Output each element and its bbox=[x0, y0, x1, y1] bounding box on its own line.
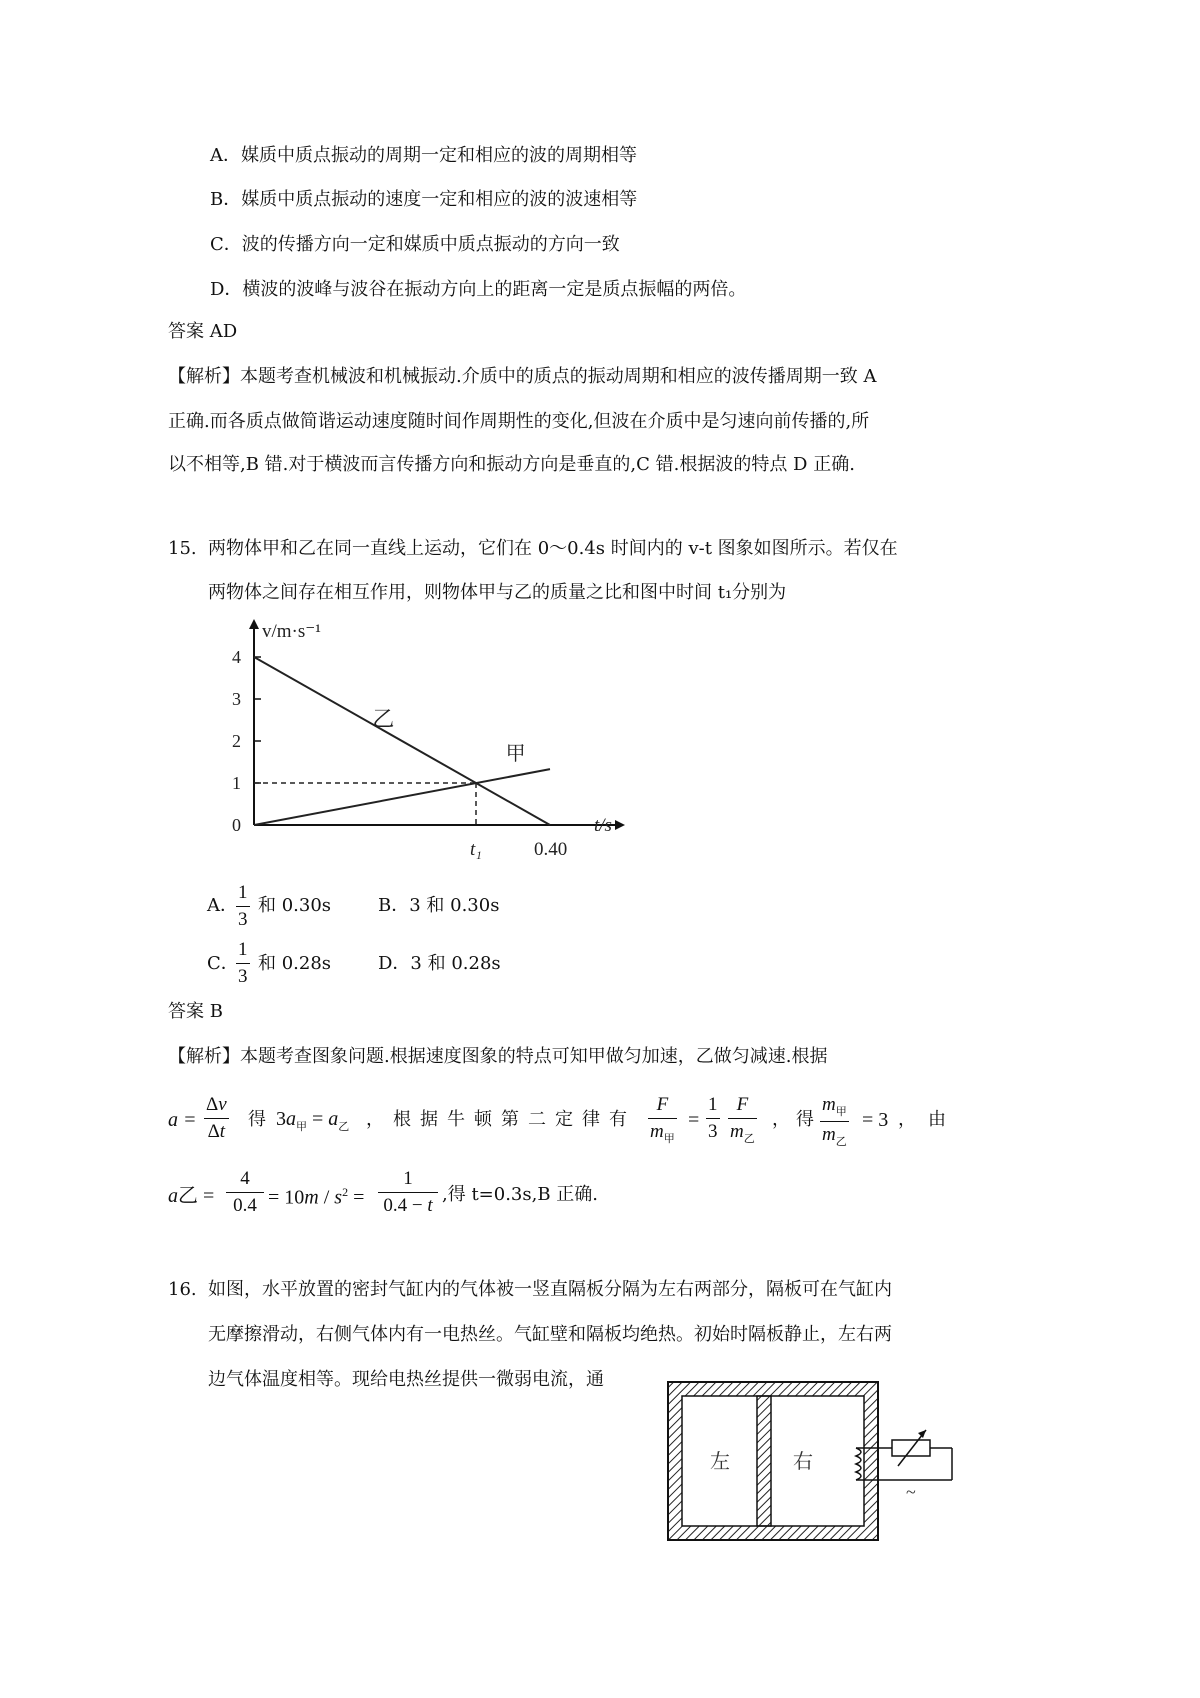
x-axis-arrow bbox=[615, 820, 625, 830]
q16-stem-line: 无摩擦滑动，右侧气体内有一电热丝。气缸壁和隔板均绝热。初始时隔板静止，左右两 bbox=[208, 1324, 892, 1345]
q15-option-a-fraction: 1 3 bbox=[238, 882, 248, 930]
y-tick-label: 2 bbox=[232, 731, 241, 751]
formula-one-third: 1 3 bbox=[708, 1094, 718, 1142]
q16-stem-line: 边气体温度相等。现给电热丝提供一微弱电流，通 bbox=[208, 1369, 604, 1390]
q14-option-a: A．媒质中质点振动的周期一定和相应的波的周期相等 bbox=[210, 145, 637, 166]
y-tick-label: 3 bbox=[232, 689, 241, 709]
formula-a: a = bbox=[168, 1109, 197, 1131]
series-yi-label: 乙 bbox=[372, 706, 395, 732]
analysis-text: ,得 t=0.3s,B 正确. bbox=[442, 1184, 599, 1205]
x-tick-label: 0.40 bbox=[534, 839, 568, 860]
q14-option-c: C．波的传播方向一定和媒质中质点振动的方向一致 bbox=[210, 234, 620, 255]
y-tick-label: 1 bbox=[232, 773, 241, 793]
partition bbox=[757, 1396, 771, 1526]
formula-f-m-yi: F $m_乙$ bbox=[730, 1094, 755, 1145]
q14-answer: 答案 AD bbox=[168, 321, 238, 342]
q15-option-c-fraction: 1 3 bbox=[238, 939, 248, 987]
q15-option-b: B．3 和 0.30s bbox=[378, 895, 500, 916]
q15-option-c-text: 和 0.28s bbox=[258, 953, 332, 974]
formula-1-over-04-t: 1 0.4 − t bbox=[378, 1168, 438, 1217]
x-axis-label: t/s bbox=[594, 815, 612, 836]
q15-stem-line: 两物体之间存在相互作用，则物体甲与乙的质量之比和图中时间 t₁分别为 bbox=[208, 582, 787, 603]
q15-option-d: D．3 和 0.28s bbox=[378, 953, 501, 974]
formula-a-yi: a乙 = bbox=[168, 1185, 215, 1207]
q15-analysis-line: 【解析】本题考查图象问题.根据速度图象的特点可知甲做匀加速，乙做匀减速.根据 bbox=[168, 1046, 828, 1067]
analysis-text: ，根据牛顿第二定律有 bbox=[366, 1109, 636, 1130]
right-chamber-label: 右 bbox=[793, 1451, 813, 1473]
formula-mass-ratio: $m_甲$ $m_乙$ bbox=[822, 1094, 847, 1148]
left-chamber-label: 左 bbox=[710, 1451, 730, 1473]
q15-option-a-label: A． bbox=[207, 895, 238, 916]
variable-resistor bbox=[892, 1440, 930, 1456]
q15-answer: 答案 B bbox=[168, 1001, 223, 1022]
q14-option-d: D．横波的波峰与波谷在振动方向上的距离一定是质点振幅的两倍。 bbox=[210, 279, 747, 300]
vt-chart bbox=[220, 615, 640, 865]
y-axis-label: v/m·s⁻¹ bbox=[262, 621, 322, 642]
formula-10ms2: = $10m / s^2$ = bbox=[268, 1185, 365, 1209]
series-jia-label: 甲 bbox=[505, 742, 526, 765]
cylinder-diagram bbox=[660, 1378, 960, 1543]
analysis-text: ，由 bbox=[898, 1109, 958, 1130]
q14-option-b: B．媒质中质点振动的速度一定和相应的波的波速相等 bbox=[210, 189, 638, 210]
y-axis-arrow bbox=[249, 619, 259, 629]
formula-4-over-04: 4 0.4 bbox=[226, 1168, 264, 1217]
q15-stem-line: 两物体甲和乙在同一直线上运动，它们在 0～0.4s 时间内的 v-t 图象如图所示。若仅在 bbox=[208, 538, 898, 559]
q14-analysis-line: 以不相等,B 错.对于横波而言传播方向和振动方向是垂直的,C 错.根据波的特点 D 正确. bbox=[168, 454, 855, 475]
formula-equals-3: = 3 bbox=[862, 1109, 889, 1131]
series-jia-line bbox=[254, 769, 550, 825]
ac-source-symbol: ~ bbox=[906, 1482, 916, 1502]
q14-analysis-line: 正确.而各质点做简谐运动速度随时间作周期性的变化,但波在介质中是匀速向前传播的,所 bbox=[168, 411, 870, 432]
q14-analysis-line: 【解析】本题考查机械波和机械振动.介质中的质点的振动周期和相应的波传播周期一致 A bbox=[168, 366, 877, 387]
analysis-text: ，得 bbox=[772, 1109, 820, 1130]
analysis-text: 得 bbox=[248, 1109, 266, 1130]
q15-number: 15. bbox=[168, 538, 197, 559]
q16-stem-line: 如图，水平放置的密封气缸内的气体被一竖直隔板分隔为左右两部分，隔板可在气缸内 bbox=[208, 1279, 892, 1300]
formula-dv-dt: Δv Δt bbox=[206, 1094, 227, 1142]
x-tick-label: t₁ bbox=[470, 839, 482, 860]
formula-equals: = bbox=[688, 1109, 700, 1131]
formula-accel-ratio: $3a_甲 = a_乙$ bbox=[276, 1108, 350, 1133]
series-yi-line bbox=[254, 657, 550, 825]
q16-number: 16. bbox=[168, 1279, 197, 1300]
y-tick-label: 0 bbox=[232, 815, 241, 835]
formula-f-m-jia: F $m_甲$ bbox=[650, 1094, 675, 1145]
y-tick-label: 4 bbox=[232, 647, 241, 667]
q15-option-a-text: 和 0.30s bbox=[258, 895, 332, 916]
q15-option-c-label: C． bbox=[207, 953, 239, 974]
